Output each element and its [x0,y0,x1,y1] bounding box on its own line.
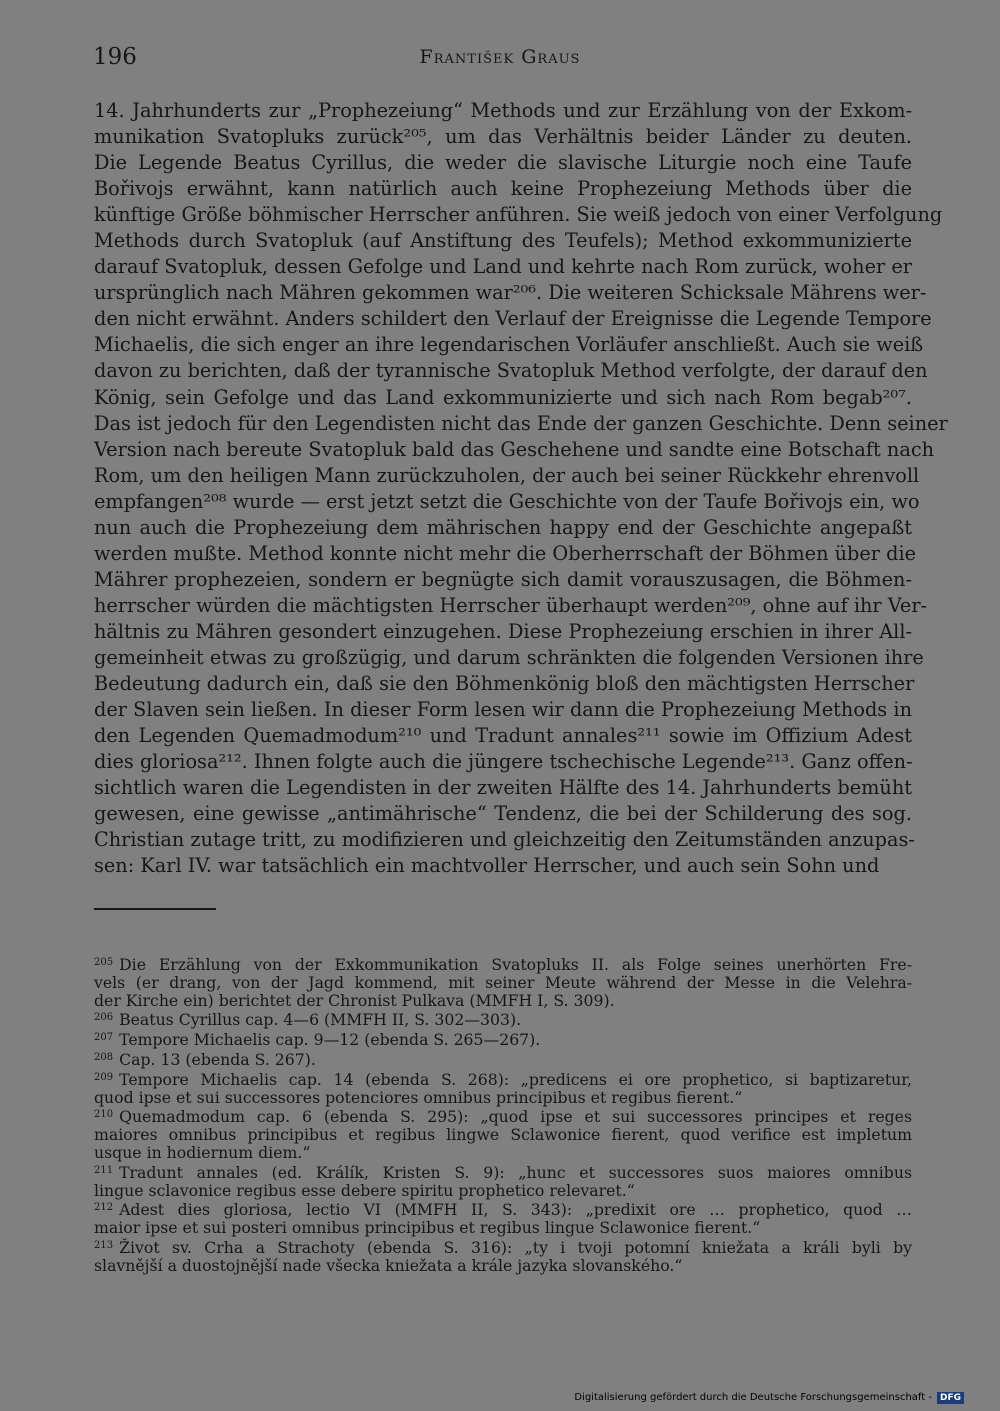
footnote-line [94,1162,912,1182]
body-line: ursprünglich nach Mähren gekommen war²⁰⁶. Die weiteren Schicksale Mährens wer- [94,281,927,305]
body-line: sen: Karl IV. war tatsächlich ein machtvoller Herrscher, und auch sein Sohn und [94,854,880,878]
footnote-number: 208 [94,1051,114,1063]
body-line: König, sein Gefolge und das Land exkommunizierte und sich nach Rom begab²⁰⁷. [94,385,912,409]
body-line: Mährer prophezeien, sondern er begnügte sich damit vorauszusagen, die Böhmen- [94,567,912,591]
footnote-line [94,1049,912,1069]
body-line: munikation Svatopluks zurück²⁰⁵, um das Verhältnis beider Länder zu deuten. [94,125,912,149]
footnote-rule [94,908,216,910]
body-line: gewesen, eine gewisse „antimährische“ Tendenz, die bei der Schilderung des sog. [94,802,912,826]
footnote-text: maior ipse et sui posteri omnibus principibus et regibus lingue Sclawonice fierent.“ [94,1218,761,1238]
footnote-text: Die Erzählung von der Exkommunikation Svatopluks II. als Folge seines unerhörten Fre- [119,955,912,974]
footnote-line [94,1126,912,1144]
footnote-text: Tempore Michaelis cap. 9—12 (ebenda S. 265—267). [119,1030,541,1050]
footnote-number: 207 [94,1032,114,1044]
footnote-line [94,1237,912,1257]
footnote-number: 205 [94,957,114,968]
body-line: Die Legende Beatus Cyrillus, die weder die slavische Liturgie noch eine Taufe [94,151,912,175]
footnote-line [94,1069,912,1089]
body-line: Bořivojs erwähnt, kann natürlich auch keine Prophezeiung Methods über die [94,177,912,201]
running-head: František Graus [419,46,581,68]
footnote [94,1162,912,1200]
body-line: der Slaven sein ließen. In dieser Form lesen wir dann die Prophezeiung Methods in [94,698,912,722]
footnote-line [94,1199,912,1219]
footnote [94,1009,912,1029]
body-line: werden mußte. Method konnte nicht mehr die Oberherrschaft der Böhmen über die [94,541,917,565]
footnote-line [94,1009,912,1029]
body-line: herrscher würden die mächtigsten Herrscher überhaupt werden²⁰⁹, ohne auf ihr Ver- [94,593,928,617]
footnote-text: Quemadmodum cap. 6 (ebenda S. 295): „quod ipse et sui successores principes et reges [119,1107,912,1127]
footnote [94,1049,912,1069]
footnote-number: 210 [94,1109,114,1121]
body-line: dies gloriosa²¹². Ihnen folgte auch die jüngere tschechische Legende²¹³. Ganz offen- [94,750,913,774]
footnote-text: Tradunt annales (ed. Králík, Kristen S. 9): „hunc et successores suos maiores omnibus [119,1162,912,1182]
body-line: künftige Größe böhmischer Herrscher anführen. Sie weiß jedoch von einer Verfolgung [94,203,943,227]
footnote-text: lingue sclavonice regibus esse debere spiritu prophetico relevaret.“ [94,1180,635,1200]
body-line: empfangen²⁰⁸ wurde — erst jetzt setzt die Geschichte von der Taufe Bořivojs ein, wo [94,489,920,513]
footnote-text: slavnější a duostojnější nade všecka kniežata a krále jazyka slovanského.“ [94,1255,683,1275]
body-line: Methods durch Svatopluk (auf Anstiftung des Teufels); Method exkommunizierte [94,229,912,253]
footnote-number: 213 [94,1239,114,1251]
body-line: Michaelis, die sich enger an ihre legendarischen Vorläufer anschließt. Auch sie weiß [94,333,924,357]
body-line: den Legenden Quemadmodum²¹⁰ und Tradunt annales²¹¹ sowie im Offizium Adest [94,724,912,748]
footnote-text: quod ipse et sui successores potenciores omnibus principibus et regibus fierent.“ [94,1087,743,1107]
body-line: sichtlich waren die Legendisten in der zweiten Hälfte des 14. Jahrhunderts bemüht [94,776,912,800]
footnote-number: 212 [94,1202,114,1214]
body-text [94,98,948,879]
footnote-number: 211 [94,1164,114,1176]
footnote [94,1199,912,1237]
footnote [94,1106,912,1161]
body-line: davon zu berichten, daß der tyrannische Svatopluk Method verfolgte, der darauf den [94,359,928,383]
footnote-line [94,1106,912,1126]
dfg-logo: DFG [937,1392,964,1404]
footnote-line [94,1219,912,1237]
body-line: Version nach bereute Svatopluk bald das Geschehene und sandte eine Botschaft nach [94,437,935,461]
footnote-text: Adest dies gloriosa, lectio VI (MMFH II, S. 343): „predixit ore … prophetico, quod … [119,1200,912,1220]
footnote-line [94,1029,912,1049]
footnote-text: Cap. 13 (ebenda S. 267). [119,1049,316,1069]
footnote-line [94,1144,912,1162]
body-line: nun auch die Prophezeiung dem mährischen happy end der Geschichte angepaßt [94,515,912,539]
body-line: 14. Jahrhunderts zur „Prophezeiung“ Methods und zur Erzählung von der Exkom- [94,99,912,122]
footnote-text: usque in hodiernum diem.“ [94,1142,311,1162]
footnote [94,1069,912,1107]
footnote [94,954,912,1009]
footnote-text: Tempore Michaelis cap. 14 (ebenda S. 268): „predicens ei ore prophetico, si baptizaretur, [119,1069,912,1089]
footnote-line [94,954,912,974]
body-line: den nicht erwähnt. Anders schildert den Verlauf der Ereignisse die Legende Tempore [94,307,932,331]
footnote-line [94,974,912,992]
footnote-line [94,992,912,1010]
body-line: hältnis zu Mähren gesondert einzugehen. Diese Prophezeiung erschien in ihrer All- [94,619,912,643]
footnote-text: maiores omnibus principibus et regibus lingwe Sclawonice fierent, quod verifice est impletum [94,1125,912,1145]
footnote [94,1029,912,1049]
body-line: darauf Svatopluk, dessen Gefolge und Land und kehrte nach Rom zurück, woher er [94,255,912,279]
footnote [94,1237,912,1275]
footnote-number: 209 [94,1071,114,1083]
footnote-line [94,1089,912,1107]
footnote-text: der Kirche ein) berichtet der Chronist Pulkava (MMFH I, S. 309). [94,990,615,1010]
footer-credit [574,1392,964,1404]
body-line: Christian zutage tritt, zu modifizieren und gleichzeitig den Zeitumständen anzupas- [94,828,915,852]
footnote-line [94,1257,912,1275]
body-line: Das ist jedoch für den Legendisten nicht das Ende der ganzen Geschichte. Denn seiner [94,411,948,435]
page-number: 196 [93,44,137,70]
footnote-line [94,1182,912,1200]
footer-credit-text: Digitalisierung gefördert durch die Deutsche Forschungsgemeinschaft - [574,1392,932,1403]
footnote-number: 206 [94,1012,114,1024]
footnote-text: Život sv. Crha a Strachoty (ebenda S. 316): „ty i tvoji potomní kniežata a králi byli by [119,1237,912,1257]
body-line: Bedeutung dadurch ein, daß sie den Böhmenkönig bloß den mächtigsten Herrscher [94,672,915,696]
footnotes [94,954,912,1275]
footnote-text: vels (er drang, von der Jagd kommend, mit seiner Meute während der Messe in die Velehra- [94,972,912,992]
body-line: gemeinheit etwas zu großzügig, und darum schränkten die folgenden Versionen ihre [94,645,924,669]
body-line: Rom, um den heiligen Mann zurückzuholen, der auch bei seiner Rückkehr ehrenvoll [94,463,920,487]
footnote-text: Beatus Cyrillus cap. 4—6 (MMFH II, S. 302—303). [119,1010,522,1030]
